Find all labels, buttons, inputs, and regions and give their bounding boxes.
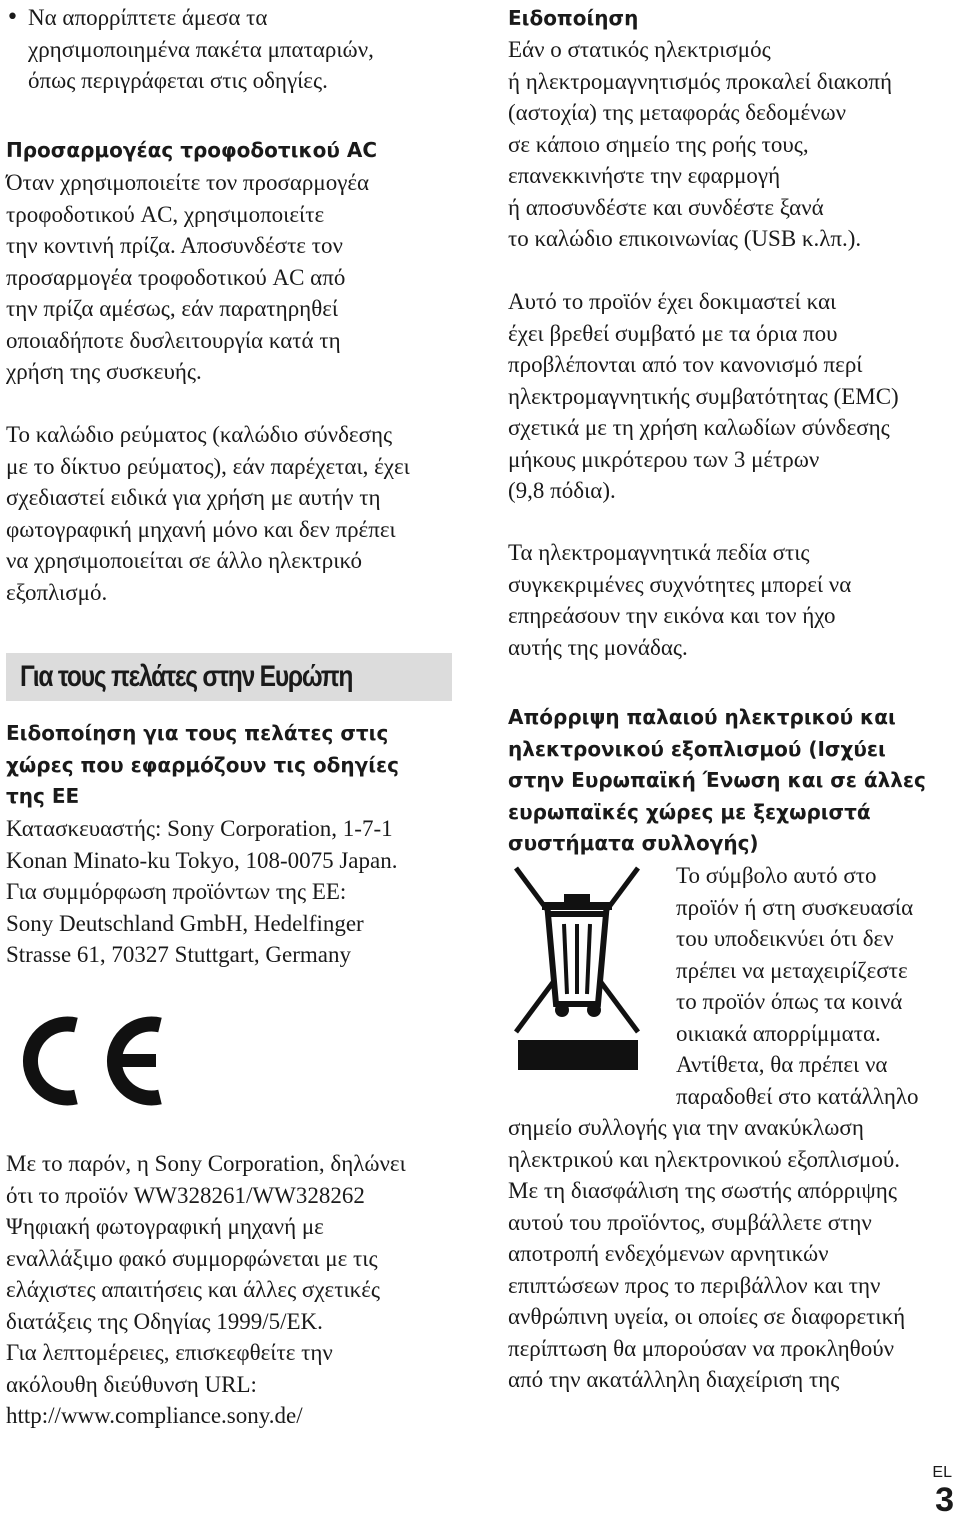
- crossed-out-bin-icon: [512, 862, 642, 1072]
- ce-mark-icon: [14, 1010, 174, 1110]
- battery-disposal-bullet: [6, 2, 476, 97]
- ac-adapter-text: Όταν χρησιμοποιείτε τον προσαρμογέα τροφοδοτικού AC, χρησιμοποιείτε την κοντινή πρίζα. Αποσυνδέστε τον προσαρμογέα τροφοδοτικού AC από την πρίζα αμέσως, εάν παρατηρηθεί οποιαδήποτε δυσλειτουργία κατά τη χρήση της συσκευής.: [6, 170, 370, 384]
- manufacturer-text: Κατασκευαστής: Sony Corporation, 1-7-1 Konan Minato-ku Tokyo, 108-0075 Japan. Για συμμόρφωση προϊόντων της ΕΕ: Sony Deutschland GmbH, Hedelfinger Strasse 61, 70327 Stuttgart, Germany: [6, 816, 398, 967]
- battery-disposal-text: Να απορρίπτετε άμεσα τα χρησιμοποιημένα πακέτα μπαταριών, όπως περιγράφεται στις οδηγίες.: [28, 5, 374, 93]
- notice-heading: Ειδοποίηση: [508, 6, 639, 30]
- notice-text: Εάν ο στατικός ηλεκτρισμός ή ηλεκτρομαγνητισμός προκαλεί διακοπή (αστοχία) της μεταφοράς δεδομένων σε κάποιο σημείο της ροής τους, επανεκκινήστε την εφαρμογή ή αποσυνδέστε και συνδέστε ξανά το καλώδιο επικοινωνίας (USB κ.λπ.).: [508, 37, 892, 251]
- weee-side-text: Το σύμβολο αυτό στο προϊόν ή στη συσκευασία του υποδεικνύει ότι δεν πρέπει να μεταχειρίζεστε το προϊόν όπως τα κοινά οικιακά απορρίμματα. Αντίθετα, θα πρέπει να παραδοθεί στο κατάλληλο: [676, 863, 919, 1109]
- page-number: 3: [935, 1481, 954, 1519]
- emc-text: Αυτό το προϊόν έχει δοκιμαστεί και έχει βρεθεί συμβατό με τα όρια που προβλέπονται από τον κανονισμό περί ηλεκτρομαγνητικής συμβατότητας (EMC) σχετικά με τη χρήση καλωδίων σύνδεσης μήκους μικρότερου των 3 μέτρων (9,8 πόδια).: [508, 289, 899, 503]
- weee-heading: Απόρριψη παλαιού ηλεκτρικού και ηλεκτρονικού εξοπλισμού (Ισχύει στην Ευρωπαϊκή Ένωση και σε άλλες ευρωπαϊκές χώρες με ξεχωριστά συστήματα συλλογής): [508, 705, 926, 855]
- language-code: EL: [932, 1464, 952, 1481]
- power-cord-text: Το καλώδιο ρεύματος (καλώδιο σύνδεσης με το δίκτυο ρεύματος), εάν παρέχεται, έχει σχεδιαστεί ειδικά για χρήση με αυτήν τη φωτογραφική μηχανή μόνο και δεν πρέπει να χρησιμοποιείται σε άλλο ηλεκτρικό εξοπλισμό.: [6, 422, 410, 605]
- ac-adapter-heading: Προσαρμογέας τροφοδοτικού AC: [6, 138, 378, 162]
- eu-notice-heading: Ειδοποίηση για τους πελάτες στις χώρες που εφαρμόζουν τις οδηγίες της ΕΕ: [6, 721, 400, 808]
- weee-text: σημείο συλλογής για την ανακύκλωση ηλεκτρικού και ηλεκτρονικού εξοπλισμού. Με τη διασφάλιση της σωστής απόρριψης αυτού του προϊόντος, συμβάλλετε στην αποτροπή ενδεχόμενων αρνητικών επιπτώσεων προς το περιβάλλον και την ανθρώπινη υγεία, οι οποίες σε διαφορετική περίπτωση θα μπορούσαν να προκληθούν από την ακατάλληλη διαχείριση της: [508, 1115, 906, 1392]
- bullet-icon: •: [6, 5, 19, 30]
- em-fields-text: Τα ηλεκτρομαγνητικά πεδία στις συγκεκριμένες συχνότητες μπορεί να επηρεάσουν την εικόνα και τον ήχο αυτής της μονάδας.: [508, 540, 852, 660]
- declaration-text: Με το παρόν, η Sony Corporation, δηλώνει ότι το προϊόν WW328261/WW328262 Ψηφιακή φωτογραφική μηχανή με εναλλάξιμο φακό συμμορφώνεται με τις ελάχιστες απαιτήσεις και άλλες σχετικές διατάξεις της Οδηγίας 1999/5/EK. Για λεπτομέρειες, επισκεφθείτε την ακόλουθη διεύθυνση URL: http://www.compliance.sony.de/: [6, 1151, 406, 1428]
- europe-section-bar: [6, 653, 452, 701]
- europe-section-title: Για τους πελάτες στην Ευρώπη: [20, 660, 353, 693]
